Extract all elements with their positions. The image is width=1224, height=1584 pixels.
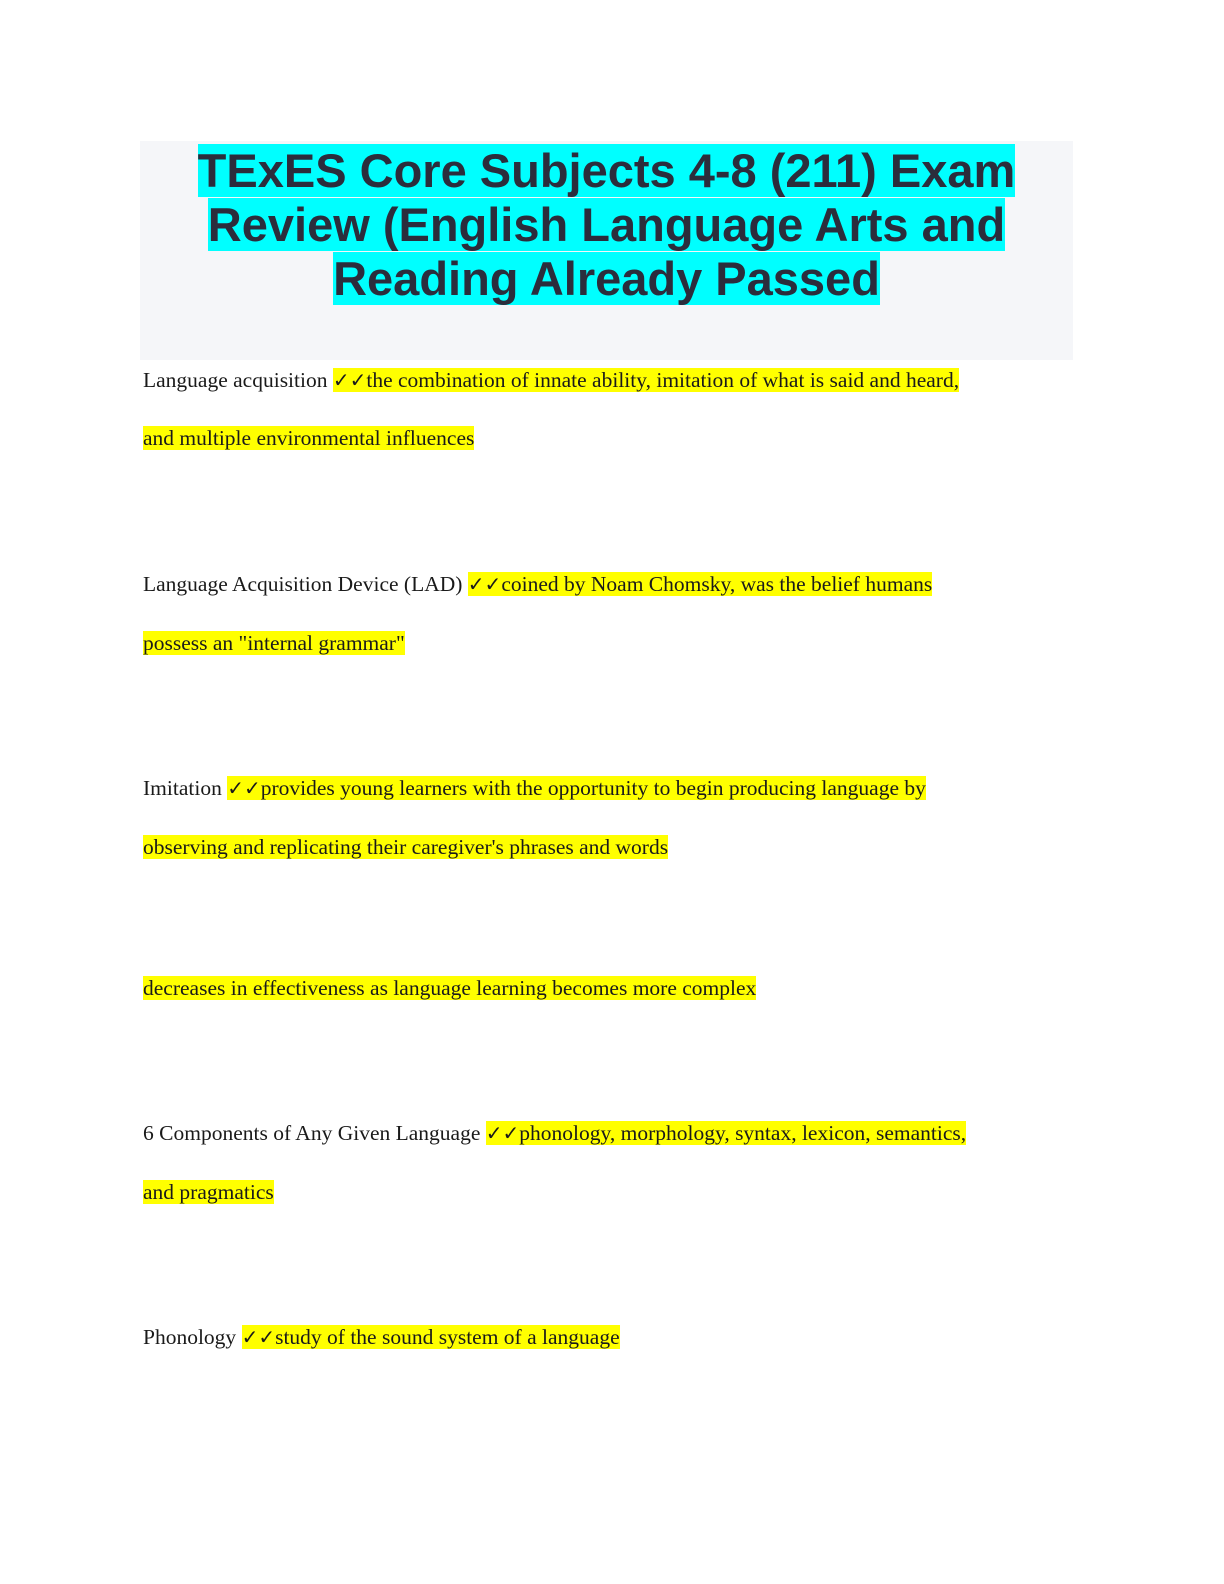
title-block <box>140 141 1073 360</box>
definition-highlight <box>333 368 959 392</box>
title-line: Review (English Language Arts and <box>207 198 1006 251</box>
entry-definition: phonology, morphology, syntax, lexicon, semantics, <box>519 1121 967 1145</box>
title-line: TExES Core Subjects 4-8 (211) Exam <box>197 144 1016 197</box>
definition-highlight <box>468 572 932 596</box>
entry-continuation <box>143 833 668 861</box>
entry-extra-paragraph <box>143 974 756 1002</box>
entry-definition: coined by Noam Chomsky, was the belief humans <box>501 572 933 596</box>
entry-definition-continuation: possess an "internal grammar" <box>143 631 405 655</box>
entry-continuation <box>143 1178 274 1206</box>
entry-definition-continuation: and pragmatics <box>143 1180 274 1204</box>
entry-continuation <box>143 424 474 452</box>
document-title <box>140 141 1073 306</box>
entry-definition-continuation: and multiple environmental influences <box>143 426 475 450</box>
entry-definition: study of the sound system of a language <box>275 1325 620 1349</box>
definition-highlight <box>227 776 926 800</box>
entry-term: 6 Components of Any Given Language <box>143 1121 486 1145</box>
entry-term: Language Acquisition Device (LAD) <box>143 572 468 596</box>
double-check-icon: ✓✓ <box>227 776 261 800</box>
entry-continuation <box>143 629 405 657</box>
double-check-icon: ✓✓ <box>467 572 502 596</box>
entry-imitation <box>143 774 926 802</box>
entry-lad <box>143 570 932 598</box>
entry-definition-continuation: observing and replicating their caregiver's phrases and words <box>143 835 669 859</box>
definition-highlight <box>486 1121 966 1145</box>
entry-term: Imitation <box>143 776 228 800</box>
entry-definition: provides young learners with the opportunity to begin producing language by <box>260 776 926 800</box>
entry-definition: the combination of innate ability, imitation of what is said and heard, <box>366 368 960 392</box>
entry-six-components <box>143 1119 966 1147</box>
entry-term: Phonology <box>143 1325 242 1349</box>
double-check-icon: ✓✓ <box>485 1121 520 1145</box>
title-line: Reading Already Passed <box>333 252 880 305</box>
entry-phonology <box>143 1323 620 1351</box>
entry-term: Language acquisition <box>143 368 333 392</box>
definition-highlight <box>242 1325 620 1349</box>
double-check-icon: ✓✓ <box>332 368 367 392</box>
entry-language-acquisition <box>143 366 959 394</box>
entry-definition-extra: decreases in effectiveness as language learning becomes more complex <box>143 976 757 1000</box>
double-check-icon: ✓✓ <box>241 1325 276 1349</box>
